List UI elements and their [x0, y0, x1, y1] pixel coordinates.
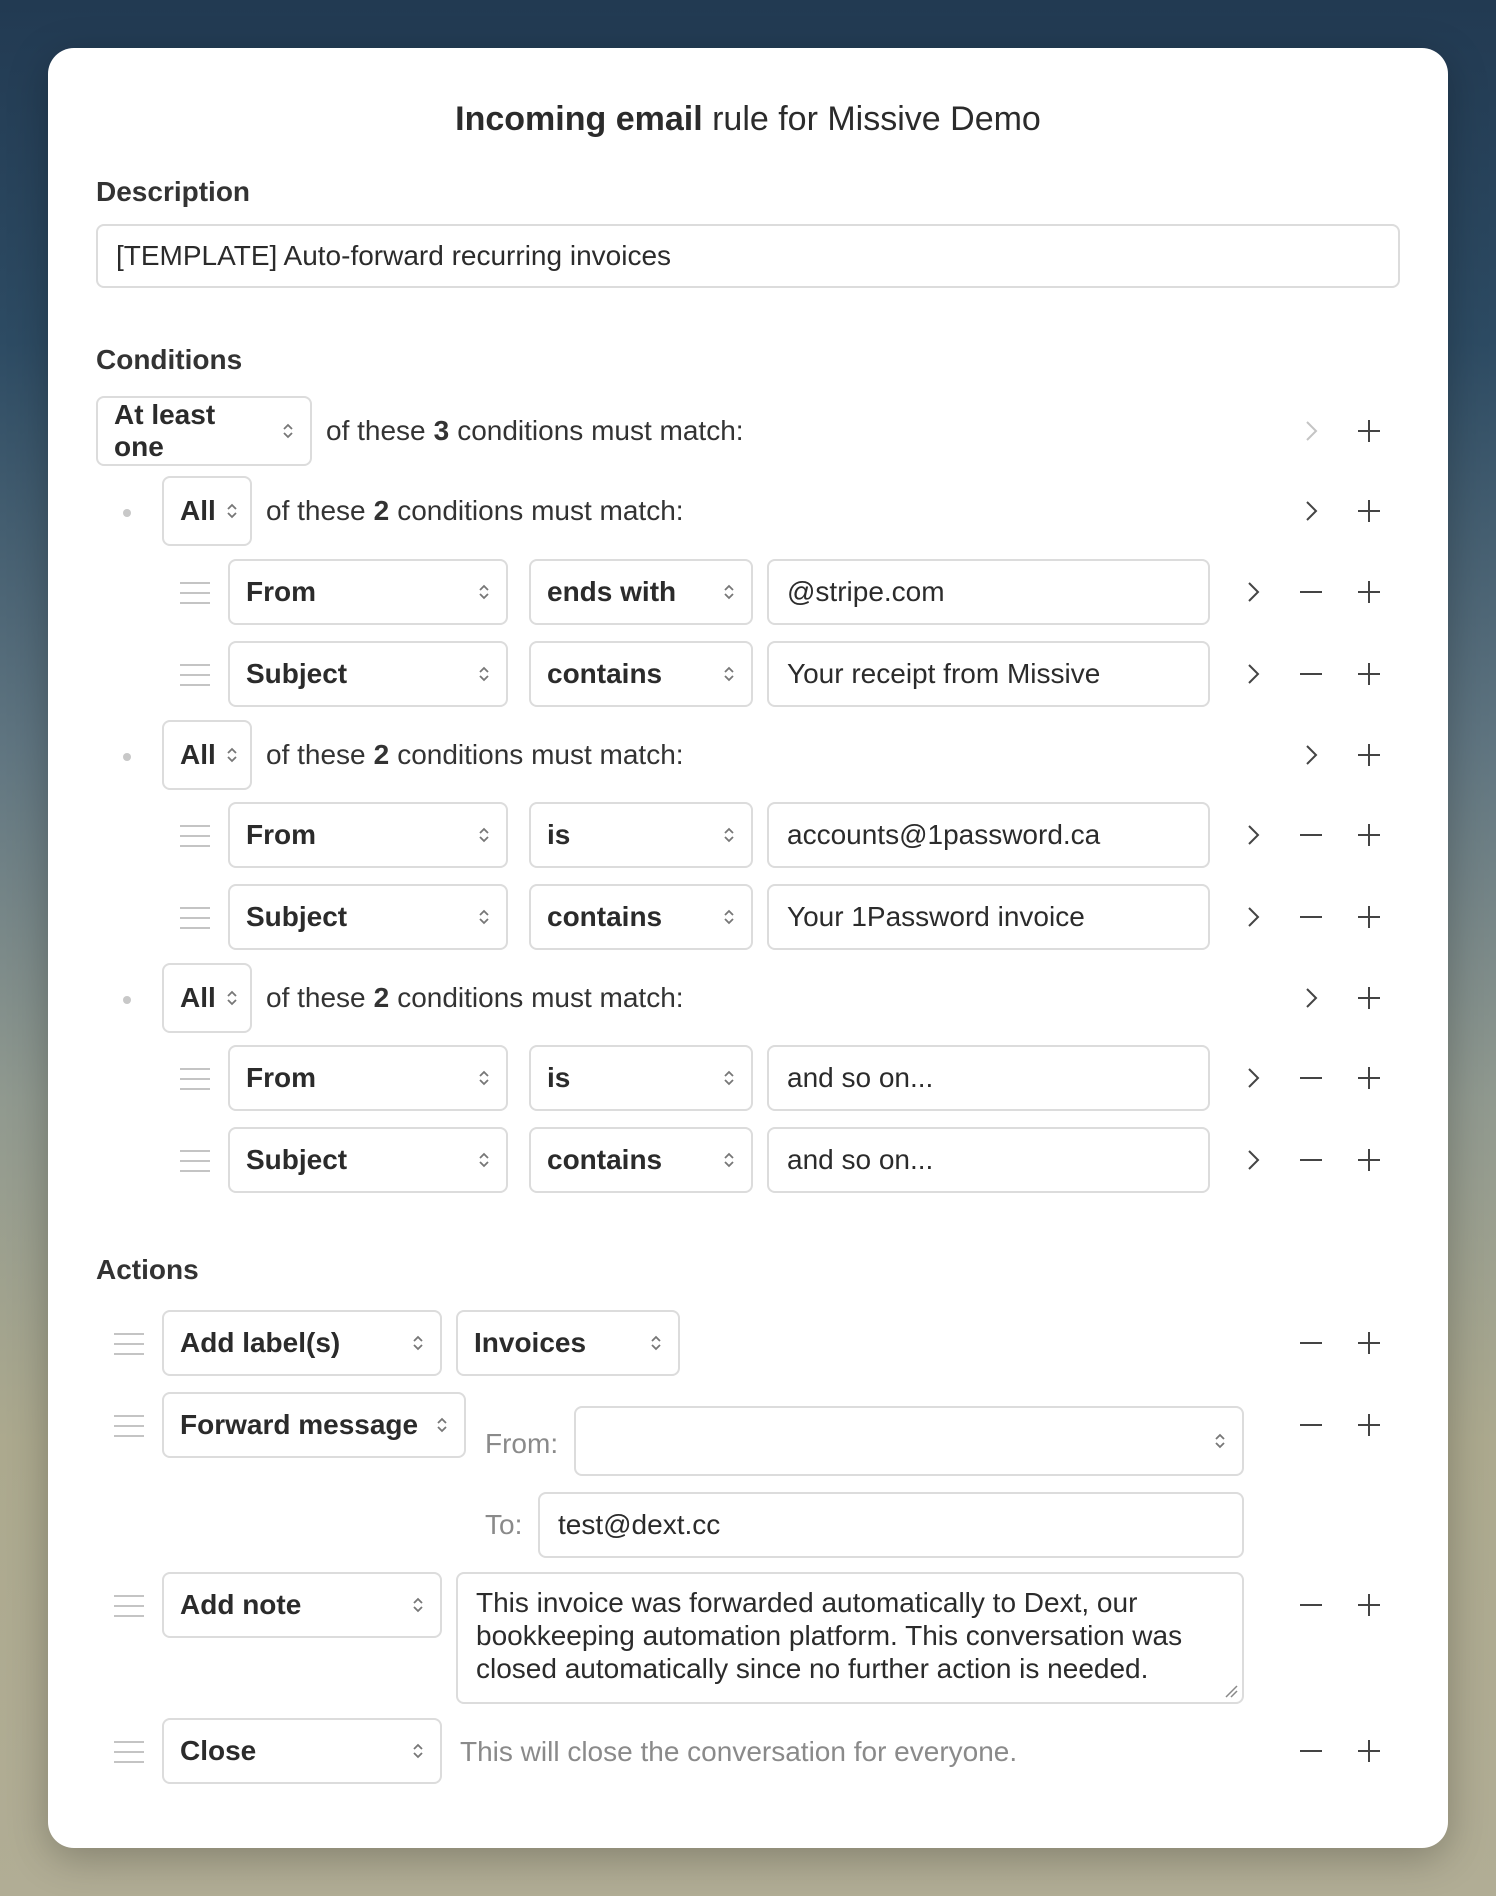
group-text-before: of these — [266, 739, 366, 770]
group-expand-button[interactable] — [1295, 495, 1327, 527]
group-condition-text — [266, 963, 684, 1033]
root-text-after: conditions must match: — [457, 415, 744, 446]
updown-chevron-icon — [1214, 1432, 1226, 1450]
updown-chevron-icon — [412, 1334, 424, 1352]
actions-label: Actions — [96, 1254, 199, 1285]
action-type-select[interactable] — [162, 1310, 442, 1376]
minus-icon — [1297, 1064, 1325, 1092]
field-value: From — [246, 576, 316, 607]
plus-icon — [1355, 660, 1383, 688]
close-hint: This will close the conversation for everyone. — [460, 1736, 1018, 1767]
condition-value: and so on... — [787, 1062, 934, 1093]
drag-handle-icon[interactable] — [178, 906, 212, 930]
field-value: Subject — [246, 1144, 348, 1175]
plus-icon — [1355, 821, 1383, 849]
remove-condition-button[interactable] — [1295, 1062, 1327, 1094]
chevron-right-icon — [1239, 578, 1267, 606]
row-expand-button[interactable] — [1237, 1144, 1269, 1176]
add-condition-button[interactable] — [1353, 901, 1385, 933]
remove-action-button[interactable] — [1295, 1409, 1327, 1441]
description-label: Description — [96, 176, 251, 207]
operator-select[interactable] — [529, 1045, 753, 1111]
field-value: Subject — [246, 901, 348, 932]
minus-icon — [1297, 660, 1325, 688]
group-bullet — [123, 509, 131, 517]
group-quantifier-select[interactable] — [162, 963, 252, 1033]
remove-action-button[interactable] — [1295, 1735, 1327, 1767]
dialog-title-bold: Incoming email — [455, 100, 703, 138]
condition-value: accounts@1password.ca — [787, 819, 1101, 850]
field-select[interactable] — [228, 1045, 508, 1111]
group-text-after: conditions must match: — [397, 739, 684, 770]
forward-from-select[interactable] — [574, 1406, 1244, 1476]
root-quantifier-value: At least one — [114, 399, 216, 462]
action-type-select[interactable] — [162, 1572, 442, 1638]
operator-select[interactable] — [529, 884, 753, 950]
group-add-button[interactable] — [1353, 495, 1385, 527]
drag-handle-icon[interactable] — [112, 1740, 146, 1764]
group-bullet — [123, 753, 131, 761]
row-expand-button[interactable] — [1237, 901, 1269, 933]
add-condition-button[interactable] — [1353, 819, 1385, 851]
updown-chevron-icon — [412, 1596, 424, 1614]
forward-to-label: To: — [485, 1509, 523, 1540]
field-select[interactable] — [228, 884, 508, 950]
condition-value-input[interactable] — [767, 1127, 1210, 1193]
plus-icon — [1355, 578, 1383, 606]
drag-handle-icon[interactable] — [178, 663, 212, 687]
field-value: From — [246, 819, 316, 850]
minus-icon — [1297, 578, 1325, 606]
operator-value: ends with — [547, 576, 677, 607]
operator-select[interactable] — [529, 641, 753, 707]
operator-value: is — [547, 1062, 571, 1093]
root-text-before: of these — [326, 415, 426, 446]
root-condition-text — [326, 396, 744, 466]
condition-value: Your receipt from Missive — [787, 658, 1101, 689]
action-type-value: Add label(s) — [180, 1327, 341, 1358]
updown-chevron-icon — [226, 746, 238, 764]
remove-condition-button[interactable] — [1295, 1144, 1327, 1176]
plus-icon — [1355, 497, 1383, 525]
drag-handle-icon[interactable] — [112, 1332, 146, 1356]
conditions-label: Conditions — [96, 344, 243, 375]
plus-icon — [1355, 903, 1383, 931]
minus-icon — [1297, 1411, 1325, 1439]
remove-action-button[interactable] — [1295, 1589, 1327, 1621]
row-expand-button[interactable] — [1237, 819, 1269, 851]
action-type-select[interactable] — [162, 1392, 466, 1458]
forward-to-input[interactable] — [538, 1492, 1244, 1558]
group-add-button[interactable] — [1353, 982, 1385, 1014]
operator-value: contains — [547, 901, 663, 932]
group-quantifier-value: All — [180, 982, 216, 1013]
updown-chevron-icon — [412, 1742, 424, 1760]
expand-button[interactable] — [1295, 415, 1327, 447]
add-condition-button[interactable] — [1353, 658, 1385, 690]
add-condition-button[interactable] — [1353, 576, 1385, 608]
root-count: 3 — [433, 415, 450, 446]
drag-handle-icon[interactable] — [112, 1594, 146, 1618]
field-select[interactable] — [228, 802, 508, 868]
operator-select[interactable] — [529, 1127, 753, 1193]
drag-handle-icon[interactable] — [112, 1414, 146, 1438]
group-text-before: of these — [266, 982, 366, 1013]
add-condition-button[interactable] — [1353, 415, 1385, 447]
operator-value: is — [547, 819, 571, 850]
add-action-button[interactable] — [1353, 1327, 1385, 1359]
note-textarea[interactable] — [456, 1572, 1244, 1704]
root-quantifier-select[interactable] — [96, 396, 312, 466]
remove-condition-button[interactable] — [1295, 819, 1327, 851]
row-expand-button[interactable] — [1237, 576, 1269, 608]
group-text-after: conditions must match: — [397, 982, 684, 1013]
description-value: [TEMPLATE] Auto-forward recurring invoices — [116, 240, 672, 271]
dialog-title-rest: rule for Missive Demo — [702, 100, 1041, 138]
forward-to-value: test@dext.cc — [558, 1509, 721, 1540]
group-quantifier-select[interactable] — [162, 476, 252, 546]
drag-handle-icon[interactable] — [178, 1149, 212, 1173]
rule-dialog — [48, 48, 1448, 1848]
group-count: 2 — [373, 495, 390, 526]
remove-condition-button[interactable] — [1295, 901, 1327, 933]
operator-select[interactable] — [529, 559, 753, 625]
field-select[interactable] — [228, 1127, 508, 1193]
updown-chevron-icon — [478, 1151, 490, 1169]
field-value: From — [246, 1062, 316, 1093]
updown-chevron-icon — [226, 989, 238, 1007]
minus-icon — [1297, 903, 1325, 931]
group-add-button[interactable] — [1353, 739, 1385, 771]
updown-chevron-icon — [723, 583, 735, 601]
field-select[interactable] — [228, 641, 508, 707]
action-type-value: Close — [180, 1735, 257, 1766]
plus-icon — [1355, 1411, 1383, 1439]
updown-chevron-icon — [478, 826, 490, 844]
minus-icon — [1297, 1591, 1325, 1619]
plus-icon — [1355, 741, 1383, 769]
chevron-right-icon — [1239, 1146, 1267, 1174]
row-expand-button[interactable] — [1237, 658, 1269, 690]
group-count: 2 — [373, 982, 390, 1013]
action-type-select[interactable] — [162, 1718, 442, 1784]
plus-icon — [1355, 1737, 1383, 1765]
updown-chevron-icon — [436, 1416, 448, 1434]
dialog-title — [48, 100, 1448, 139]
field-value: Subject — [246, 658, 348, 689]
condition-value-input[interactable] — [767, 802, 1210, 868]
action-type-value: Forward message — [180, 1409, 419, 1440]
group-bullet — [123, 996, 131, 1004]
plus-icon — [1355, 1064, 1383, 1092]
description-input[interactable] — [96, 224, 1400, 288]
label-value: Invoices — [474, 1327, 587, 1358]
chevron-right-icon — [1239, 1064, 1267, 1092]
field-select[interactable] — [228, 559, 508, 625]
condition-value-input[interactable] — [767, 641, 1210, 707]
remove-condition-button[interactable] — [1295, 576, 1327, 608]
group-expand-button[interactable] — [1295, 739, 1327, 771]
operator-select[interactable] — [529, 802, 753, 868]
updown-chevron-icon — [478, 583, 490, 601]
minus-icon — [1297, 1737, 1325, 1765]
updown-chevron-icon — [723, 1151, 735, 1169]
label-select[interactable] — [456, 1310, 680, 1376]
chevron-right-icon — [1239, 903, 1267, 931]
condition-value-input[interactable] — [767, 1045, 1210, 1111]
action-type-value: Add note — [180, 1589, 302, 1620]
forward-from-label: From: — [485, 1428, 559, 1459]
remove-condition-button[interactable] — [1295, 658, 1327, 690]
group-quantifier-value: All — [180, 495, 216, 526]
group-quantifier-select[interactable] — [162, 720, 252, 790]
plus-icon — [1355, 417, 1383, 445]
plus-icon — [1355, 1329, 1383, 1357]
drag-handle-icon[interactable] — [178, 1067, 212, 1091]
group-count: 2 — [373, 739, 390, 770]
plus-icon — [1355, 1591, 1383, 1619]
remove-action-button[interactable] — [1295, 1327, 1327, 1359]
add-condition-button[interactable] — [1353, 1144, 1385, 1176]
group-text-before: of these — [266, 495, 366, 526]
add-action-button[interactable] — [1353, 1589, 1385, 1621]
drag-handle-icon[interactable] — [178, 581, 212, 605]
updown-chevron-icon — [723, 826, 735, 844]
plus-icon — [1355, 1146, 1383, 1174]
updown-chevron-icon — [478, 665, 490, 683]
chevron-right-icon — [1239, 660, 1267, 688]
updown-chevron-icon — [226, 502, 238, 520]
chevron-right-icon — [1297, 417, 1325, 445]
chevron-right-icon — [1297, 984, 1325, 1012]
minus-icon — [1297, 1329, 1325, 1357]
group-quantifier-value: All — [180, 739, 216, 770]
chevron-right-icon — [1297, 741, 1325, 769]
updown-chevron-icon — [723, 1069, 735, 1087]
minus-icon — [1297, 1146, 1325, 1174]
condition-value: @stripe.com — [787, 576, 945, 607]
updown-chevron-icon — [650, 1334, 662, 1352]
operator-value: contains — [547, 1144, 663, 1175]
note-text: This invoice was forwarded automatically to Dext, our bookkeeping automation platform. This conversation was closed automatically since no further action is needed. — [476, 1587, 1183, 1684]
condition-value: and so on... — [787, 1144, 934, 1175]
plus-icon — [1355, 984, 1383, 1012]
chevron-right-icon — [1297, 497, 1325, 525]
add-action-button[interactable] — [1353, 1735, 1385, 1767]
add-action-button[interactable] — [1353, 1409, 1385, 1441]
drag-handle-icon[interactable] — [178, 824, 212, 848]
updown-chevron-icon — [723, 908, 735, 926]
condition-value-input[interactable] — [767, 559, 1210, 625]
updown-chevron-icon — [478, 908, 490, 926]
condition-value-input[interactable] — [767, 884, 1210, 950]
updown-chevron-icon — [282, 422, 294, 440]
row-expand-button[interactable] — [1237, 1062, 1269, 1094]
chevron-right-icon — [1239, 821, 1267, 849]
group-expand-button[interactable] — [1295, 982, 1327, 1014]
minus-icon — [1297, 821, 1325, 849]
updown-chevron-icon — [723, 665, 735, 683]
operator-value: contains — [547, 658, 663, 689]
group-condition-text — [266, 720, 684, 790]
resize-handle-icon[interactable] — [1224, 1684, 1238, 1698]
group-condition-text — [266, 476, 684, 546]
condition-value: Your 1Password invoice — [787, 901, 1085, 932]
group-text-after: conditions must match: — [397, 495, 684, 526]
updown-chevron-icon — [478, 1069, 490, 1087]
add-condition-button[interactable] — [1353, 1062, 1385, 1094]
